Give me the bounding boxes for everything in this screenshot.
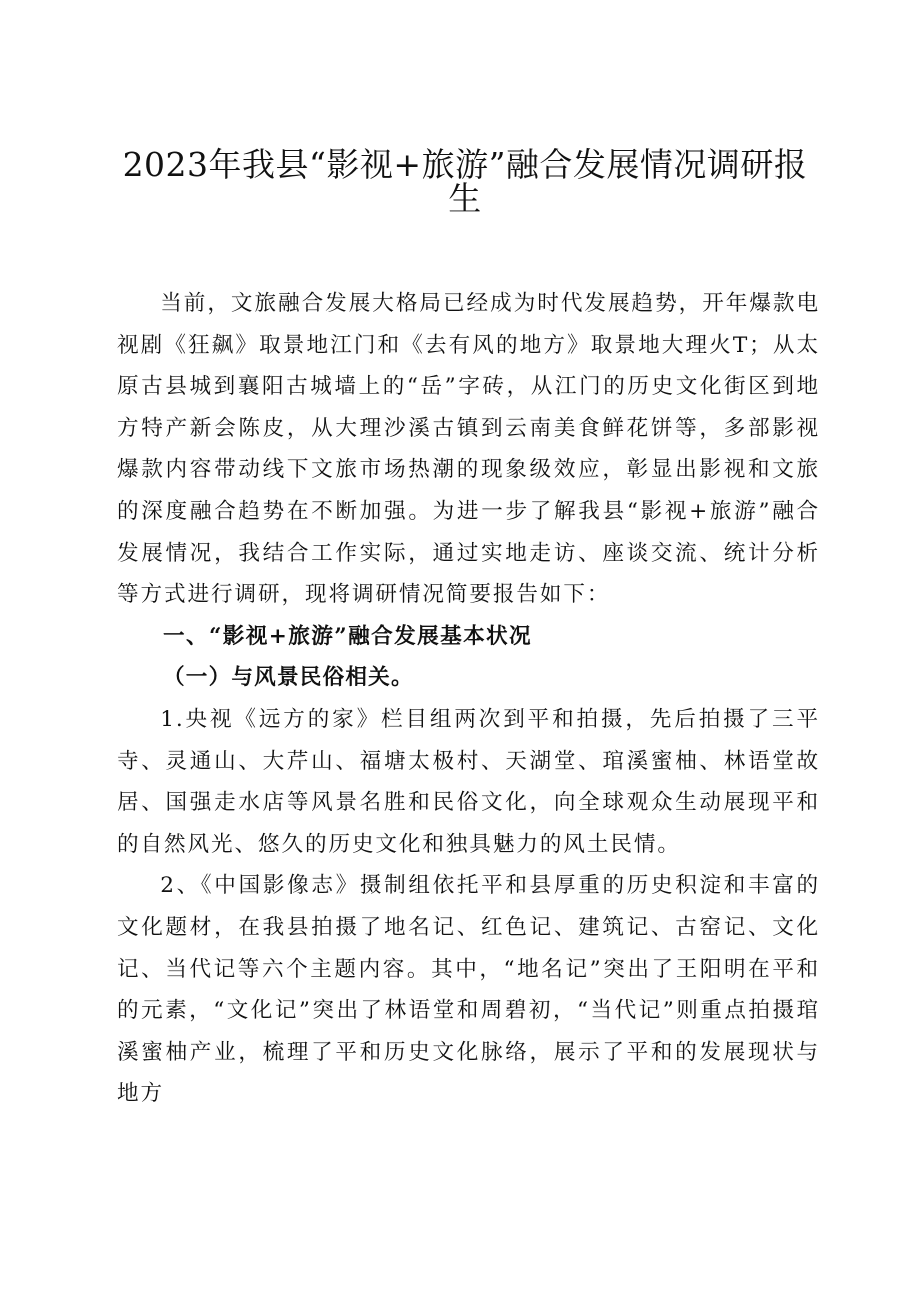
item-paragraph-1: 1.央视《远方的家》栏目组两次到平和拍摄，先后拍摄了三平寺、灵通山、大芹山、福塘太极村、天湖堂、琯溪蜜柚、林语堂故居、国强走水店等风景名胜和民俗文化，向全球观众生动展现平和的自然风光、悠久的历史文化和独具魅力的风土民情。 [117, 706, 820, 857]
intro-paragraph: 当前，文旅融合发展大格局已经成为时代发展趋势，开年爆款电视剧《狂飙》取景地江门和《去有风的地方》取景地大理火T；从太原古县城到襄阳古城墙上的“岳”字砖，从江门的历史文化街区到地方特产新会陈皮，从大理沙溪古镇到云南美食鲜花饼等，多部影视爆款内容带动线下文旅市场热潮的现象级效应，彰显出影视和文旅的深度融合趋势在不断加强。为进一步了解我县“影视+旅游”融合发展情况，我结合工作实际，通过实地走访、座谈交流、统计分析等方式进行调研，现将调研情况简要报告如下： [117, 291, 820, 608]
subsection-heading-1: （一）与风景民俗相关。 [163, 665, 414, 691]
document-title: 2023年我县“影视+旅游”融合发展情况调研报生 [122, 145, 808, 218]
section-heading-1: 一、“影视+旅游”融合发展基本状况 [163, 623, 533, 649]
document-body [117, 283, 820, 1115]
item-paragraph-2: 2、《中国影像志》摄制组依托平和县厚重的历史积淀和丰富的文化题材，在我县拍摄了地名记、红色记、建筑记、古窑记、文化记、当代记等六个主题内容。其中，“地名记”突出了王阳明在平和的元素，“文化记”突出了林语堂和周碧初，“当代记”则重点拍摄琯溪蜜柚产业，梳理了平和历史文化脉络，展示了平和的发展现状与地方 [117, 873, 820, 1107]
